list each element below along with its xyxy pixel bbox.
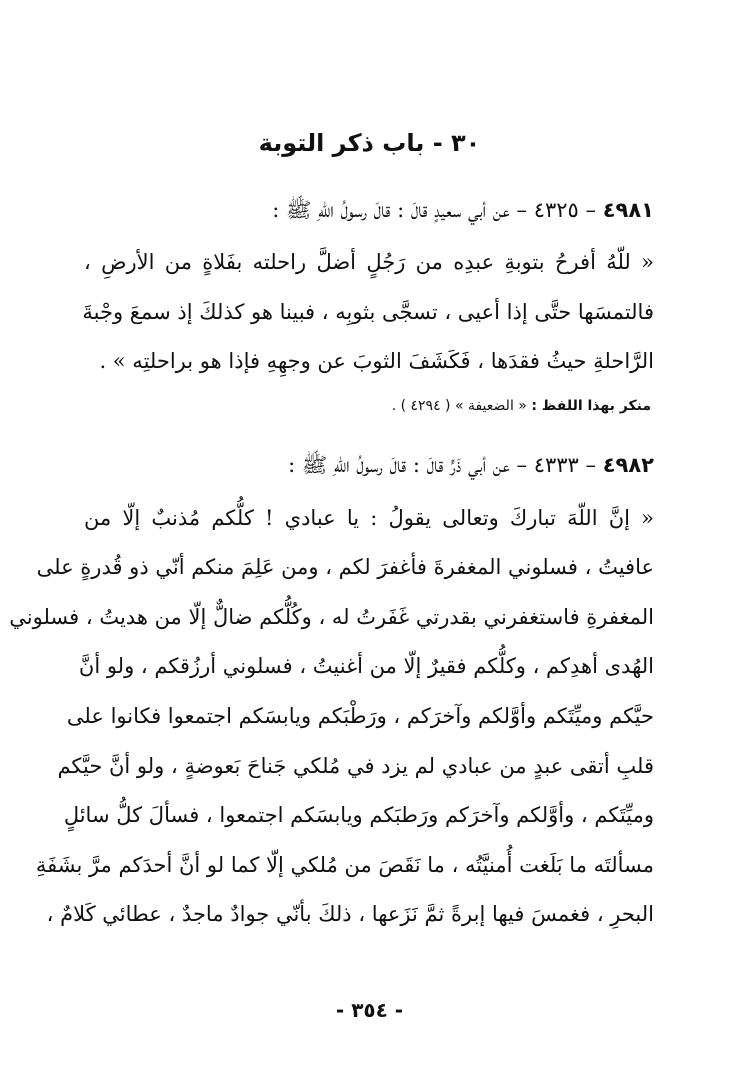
hadith-header-text: – ٤٣٢٥ – عن أبي سعيدٍ قالَ : قالَ رسولُ اللهِ ﷺ : — [272, 198, 597, 222]
hadith-text-line: الهُدى أهدِكم ، وكلُّكم فقيرٌ إلّا من أغنيتُ ، فسلوني أرزُقكم ، ولو أنَّ — [78, 654, 654, 678]
hadith-header — [84, 450, 654, 480]
hadith-text-line: عافيتُ ، فسلوني المغفرةَ فأغفرَ لكم ، ومن عَلِمَ منكم أنّي ذو قُدرةٍ على — [36, 555, 654, 579]
hadith-text-line: حيَّكم وميِّتَكم وأوَّلكم وآخرَكم ، ورَطْبَكم ويابسَكم اجتمعوا فكانوا على — [66, 704, 654, 728]
hadith-text-line: « إنَّ اللّهَ تباركَ وتعالى يقولُ : يا عبادي ! كلُّكم مُذنبٌ إلّا من — [84, 506, 654, 530]
chapter-title: ٣٠ - باب ذكر التوبة — [258, 129, 481, 157]
hadith-text-line: « للّهُ أفرحُ بتوبةِ عبدِه من رَجُلٍ أضلَّ راحلته بفَلاةٍ من الأرضِ ، — [84, 250, 654, 274]
hadith-text-line: قلبِ أتقى عبدٍ من عبادي لم يزد في مُلكي جَناحَ بَعوضةٍ ، ولو أنَّ حيَّكم — [57, 754, 654, 778]
grade-label: منكر بهذا اللفظ : — [531, 398, 651, 414]
hadith-text-line: البحرِ ، فغمسَ فيها إبرةً ثمَّ نَزَعها ، ذلكَ بأنّي جوادٌ ماجدٌ ، عطائي كَلامٌ ، — [46, 902, 654, 926]
page-number: - ٣٥٤ - — [335, 998, 404, 1022]
grade-reference: « الضعيفة » ( ٤٢٩٤ ) . — [391, 398, 527, 414]
hadith-text-line: فالتمسَها حتَّى إذا أعيى ، تسجَّى بثوبِه ، فبينا هو كذلكَ إذ سمعَ وجْبةَ — [82, 300, 654, 324]
hadith-grade — [392, 394, 651, 418]
hadith-number: ٤٩٨٢ — [602, 453, 654, 477]
hadith-header — [84, 195, 654, 225]
hadith-text-line: وميِّتَكم ، وأوَّلكم وآخرَكم ورَطبَكم ويابسَكم اجتمعوا ، فسألَ كلُّ سائلٍ — [63, 803, 654, 827]
hadith-header-text: – ٤٣٣٣ – عن أبي ذَرٍّ قالَ : قالَ رسولُ اللهِ ﷺ : — [288, 453, 597, 477]
hadith-number: ٤٩٨١ — [602, 198, 654, 222]
hadith-text-line: المغفرةِ فاستغفرني بقدرتي غَفَرتُ له ، وكُلُّكم ضالٌّ إلّا من هديتُ ، فسلوني — [9, 605, 654, 629]
hadith-text-line: مسألتَه ما بَلَغت أُمنيَّتُه ، ما نَقَصَ من مُلكي إلّا كما لو أنَّ أحدَكم مرَّ بشَفَةِ — [35, 853, 654, 877]
hadith-text-line: الرَّاحلةِ حيثُ فقدَها ، فَكَشَفَ الثوبَ عن وجهِهِ فإذا هو براحلتِه » . — [99, 349, 654, 373]
